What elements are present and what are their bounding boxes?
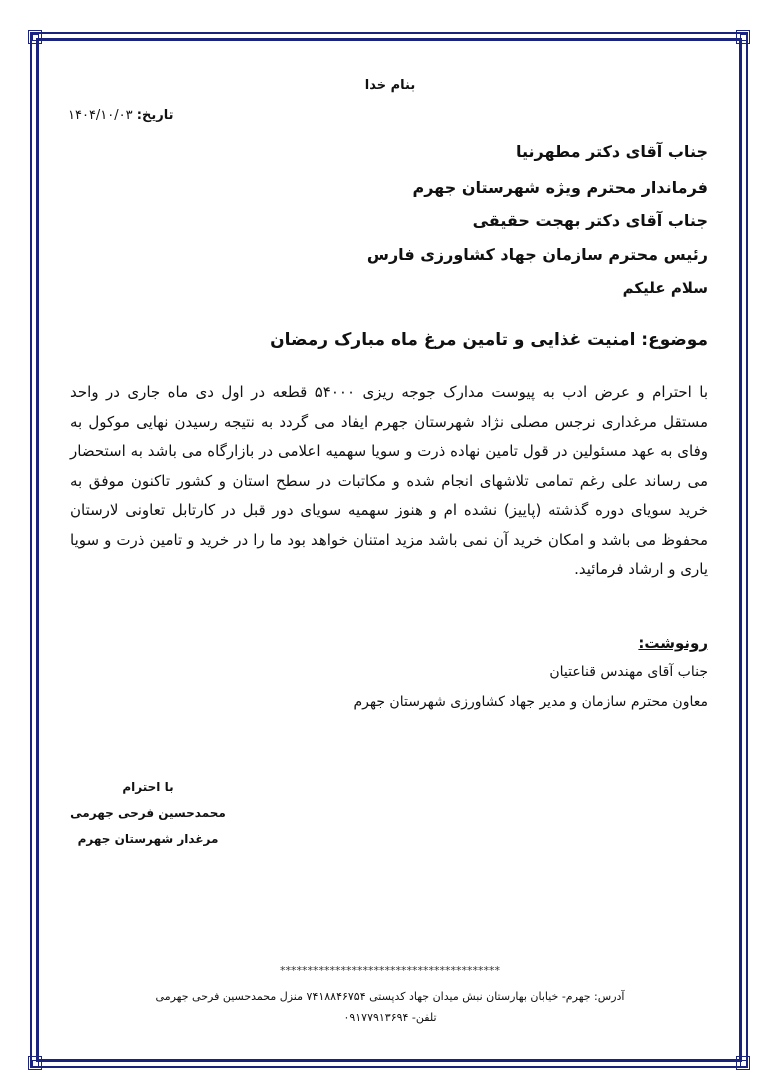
- footer-phone: تلفن- ۰۹۱۷۷۹۱۳۶۹۴: [343, 1011, 437, 1024]
- footer-address: آدرس: جهرم- خیابان بهارستان نبش میدان جهاد کدپستی ۷۴۱۸۸۴۶۷۵۴ منزل محمدحسین فرحی جهرمی: [155, 990, 625, 1003]
- cc-line-2: معاون محترم سازمان و مدیر جهاد کشاورزی شهرستان جهرم: [353, 694, 708, 710]
- cc-line-1: جناب آقای مهندس قناعتیان: [549, 664, 708, 680]
- date-value: ۱۴۰۴/۱۰/۰۳: [68, 108, 133, 123]
- addressee-line-3: جناب آقای دکتر بهجت حقیقی: [472, 211, 708, 230]
- letter-body: با احترام و عرض ادب به پیوست مدارک جوجه ریزی ۵۴۰۰۰ قطعه در اول دی ماه جاری در واحد مستقل مرغداری نرجس مصلی نژاد شهرستان جهرم ایفاد می گردد به نتیجه رسیدن نهایی موکول به وفای به عهد مسئولین در قول تامین نهاده ذرت و سویا سهمیه اعلامی در بازارگاه می باشد به استحضار می رساند علی رغم تمامی تلاشهای انجام شده و مکاتبات در سطح استان و کشور تاکنون موفق به خرید سویای دوره گذشته (پاییز) نشده ام و هنوز سهمیه سویای دور قبل در کارتابل تعاونی لارستان محفوظ می باشد و امکان خرید آن نمی باشد مزید امتنان خواهد بود ما را در خرید و تامین ذرت و سویا یاری و ارشاد فرمائید.: [70, 383, 708, 578]
- signature-name: محمدحسین فرحی جهرمی: [70, 806, 226, 820]
- addressee-line-4: رئیس محترم سازمان جهاد کشاورزی فارس: [366, 245, 708, 264]
- signature-closing: با احترام: [122, 780, 174, 794]
- date-label: تاریخ:: [136, 108, 174, 123]
- greeting-line: سلام علیکم: [622, 279, 708, 297]
- cc-title: رونوشت:: [638, 634, 708, 652]
- bismillah-heading: بنام خدا: [364, 78, 416, 93]
- signature-block: [68, 774, 228, 852]
- signature-role: مرغدار شهرستان جهرم: [77, 832, 219, 846]
- date-line: [68, 108, 173, 123]
- footer-separator: ****************************************: [280, 964, 500, 977]
- addressee-line-2: فرماندار محترم ویژه شهرستان جهرم: [412, 178, 708, 197]
- subject-line: موضوع: امنیت غذایی و تامین مرغ ماه مبارک رمضان: [270, 330, 708, 350]
- addressee-line-1: جناب آقای دکتر مطهرنیا: [515, 142, 708, 161]
